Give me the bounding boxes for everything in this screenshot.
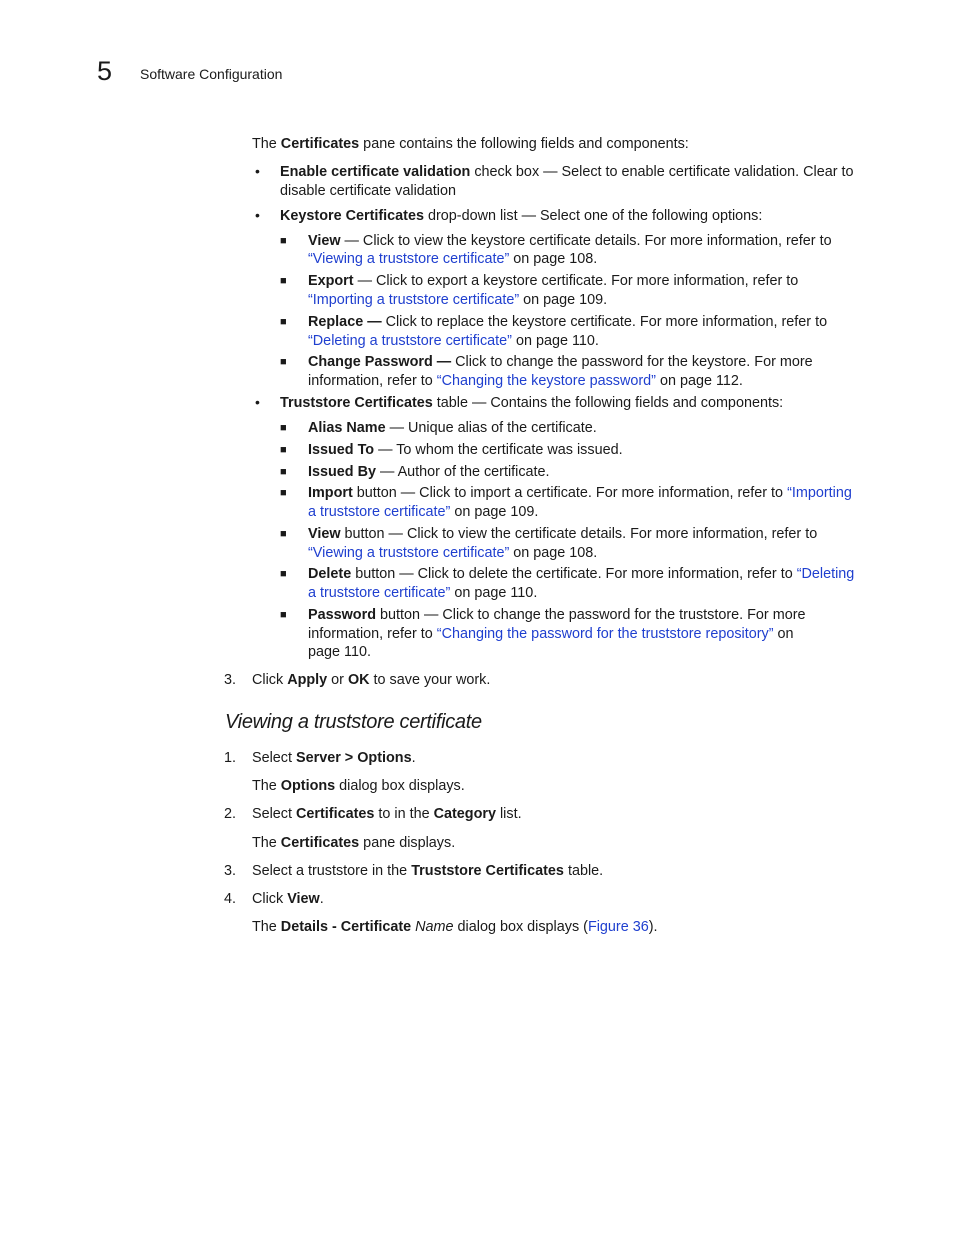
square-bullet-icon: ■ <box>280 528 287 540</box>
step-4: Click View. <box>252 891 324 907</box>
bullet-icon: • <box>255 394 260 410</box>
truststore-item-delete: Delete button — Click to delete the certificate. For more information, refer to “Deleting <box>308 566 855 582</box>
link-importing-truststore-certificate[interactable]: “Importing a truststore certificate” <box>308 292 520 308</box>
truststore-item-issued-by: Issued By — Author of the certificate. <box>308 464 550 480</box>
keystore-item-replace-ref: “Deleting a truststore certificate” on page 110. <box>308 333 599 349</box>
truststore-item-password-ref: information, refer to “Changing the password for the truststore repository” on <box>308 626 794 642</box>
link-importing-truststore-certificate[interactable]: “Importing <box>787 485 852 501</box>
link-deleting-truststore-certificate-cont[interactable]: a truststore certificate” <box>308 585 451 601</box>
truststore-item-view-ref: “Viewing a truststore certificate” on page 108. <box>308 545 598 561</box>
link-changing-truststore-password[interactable]: “Changing the password for the truststore repository” <box>436 626 774 642</box>
keystore-item-replace: Replace — Click to replace the keystore certificate. For more information, refer to <box>308 314 828 330</box>
step-1-result: The Options dialog box displays. <box>252 778 465 794</box>
step-apply-ok: Click Apply or OK to save your work. <box>252 672 491 688</box>
square-bullet-icon: ■ <box>280 444 287 456</box>
link-changing-keystore-password[interactable]: “Changing the keystore password” <box>436 373 656 389</box>
step-1: Select Server > Options. <box>252 750 416 766</box>
truststore-item-issued-to: Issued To — To whom the certificate was issued. <box>308 442 623 458</box>
bullet-icon: • <box>255 163 260 179</box>
square-bullet-icon: ■ <box>280 609 287 621</box>
step-4-result: The Details - Certificate Name dialog box displays (Figure 36). <box>252 919 658 935</box>
keystore-item-change-password-ref: information, refer to “Changing the keystore password” on page 112. <box>308 373 743 389</box>
keystore-item-view-ref: “Viewing a truststore certificate” on page 108. <box>308 251 598 267</box>
square-bullet-icon: ■ <box>280 356 287 368</box>
link-figure-36[interactable]: Figure 36 <box>587 919 649 935</box>
keystore-item-export-ref: “Importing a truststore certificate” on page 109. <box>308 292 608 308</box>
square-bullet-icon: ■ <box>280 422 287 434</box>
keystore-item-change-password: Change Password — Click to change the password for the keystore. For more <box>308 354 813 370</box>
step-number: 4. <box>224 891 237 907</box>
step-3: Select a truststore in the Truststore Certificates table. <box>252 863 604 879</box>
section-heading: Viewing a truststore certificate <box>225 711 482 733</box>
bullet-keystore-certificates: Keystore Certificates drop-down list — Select one of the following options: <box>280 208 763 224</box>
link-importing-truststore-certificate-cont[interactable]: a truststore certificate” <box>308 504 451 520</box>
intro-paragraph: The Certificates pane contains the following fields and components: <box>252 136 689 152</box>
bullet-enable-cert-validation-cont: disable certificate validation <box>280 183 456 199</box>
step-number: 1. <box>224 750 237 766</box>
bullet-icon: • <box>255 207 260 223</box>
truststore-item-delete-ref: a truststore certificate” on page 110. <box>308 585 538 601</box>
chapter-title: Software Configuration <box>140 66 283 82</box>
truststore-item-view: View button — Click to view the certificate details. For more information, refer to <box>308 526 818 542</box>
square-bullet-icon: ■ <box>280 235 287 247</box>
link-deleting-truststore-certificate[interactable]: “Deleting a truststore certificate” <box>308 333 512 349</box>
link-deleting-truststore-certificate[interactable]: “Deleting <box>796 566 855 582</box>
bullet-truststore-certificates: Truststore Certificates table — Contains the following fields and components: <box>280 395 784 411</box>
step-2: Select Certificates to in the Category list. <box>252 806 522 822</box>
square-bullet-icon: ■ <box>280 466 287 478</box>
square-bullet-icon: ■ <box>280 275 287 287</box>
step-number: 2. <box>224 806 237 822</box>
square-bullet-icon: ■ <box>280 487 287 499</box>
link-viewing-truststore-certificate[interactable]: “Viewing a truststore certificate” <box>308 251 510 267</box>
truststore-item-password: Password button — Click to change the password for the truststore. For more <box>308 607 806 623</box>
step-2-result: The Certificates pane displays. <box>252 835 456 851</box>
step-number: 3. <box>224 672 237 688</box>
square-bullet-icon: ■ <box>280 316 287 328</box>
bullet-enable-cert-validation: Enable certificate validation check box — Select to enable certificate validation. Clear to <box>280 164 854 180</box>
step-number: 3. <box>224 863 237 879</box>
truststore-item-import: Import button — Click to import a certificate. For more information, refer to “Importing <box>308 485 852 501</box>
chapter-number: 5 <box>97 56 113 86</box>
truststore-item-import-ref: a truststore certificate” on page 109. <box>308 504 539 520</box>
square-bullet-icon: ■ <box>280 568 287 580</box>
keystore-item-view: View — Click to view the keystore certificate details. For more information, refer to <box>308 233 832 249</box>
keystore-item-export: Export — Click to export a keystore certificate. For more information, refer to <box>308 273 799 289</box>
truststore-item-alias-name: Alias Name — Unique alias of the certificate. <box>308 420 597 436</box>
link-viewing-truststore-certificate[interactable]: “Viewing a truststore certificate” <box>308 545 510 561</box>
truststore-item-password-ref-cont: page 110. <box>308 644 371 660</box>
